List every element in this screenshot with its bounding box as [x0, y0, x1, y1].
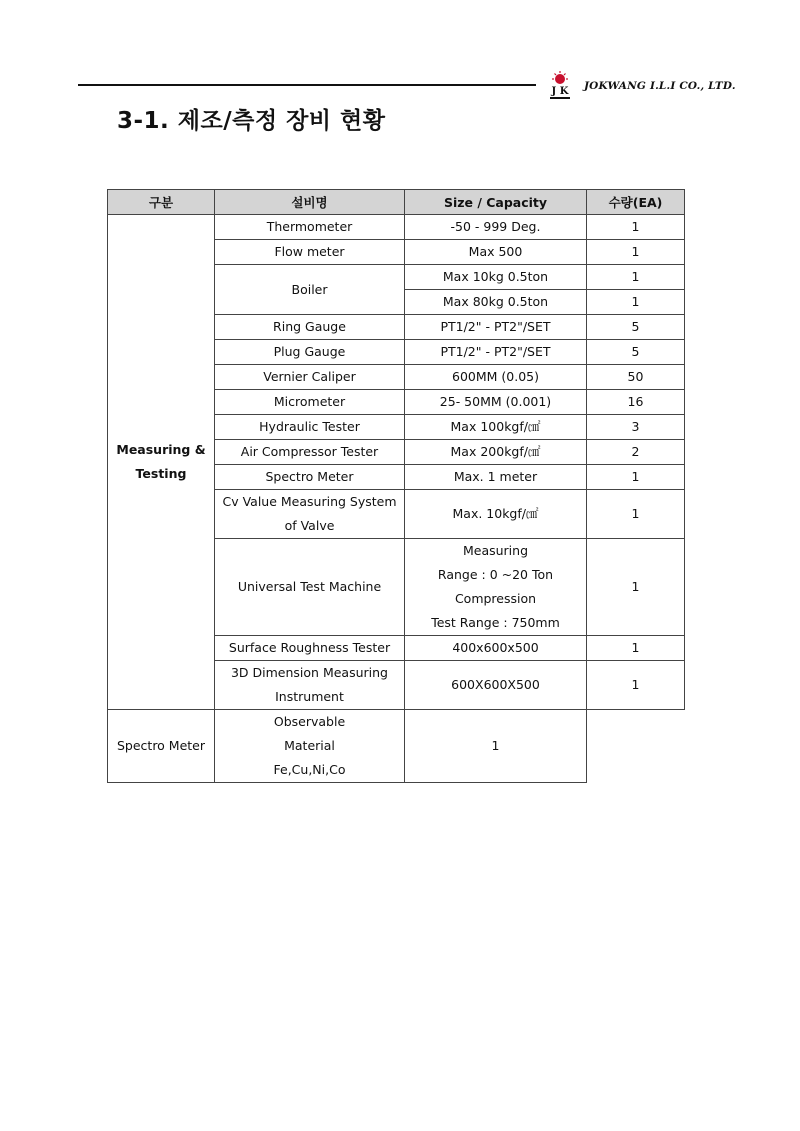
equipment-table	[107, 189, 685, 783]
size-capacity: Max 200kgf/㎠	[405, 440, 587, 465]
equipment-name: Flow meter	[215, 240, 405, 265]
size-capacity: PT1/2" - PT2"/SET	[405, 315, 587, 340]
size-capacity: Max 500	[405, 240, 587, 265]
quantity: 1	[587, 636, 685, 661]
equipment-name: Micrometer	[215, 390, 405, 415]
page-title: 3-1. 제조/측정 장비 현황	[117, 108, 386, 134]
col-header-category: 구분	[108, 190, 215, 215]
size-capacity: 25- 50MM (0.001)	[405, 390, 587, 415]
size-line: Observable	[273, 714, 346, 729]
equipment-name: Boiler	[215, 265, 405, 315]
equipment-name-line: Cv Value Measuring System	[222, 494, 397, 509]
col-header-equipment: 설비명	[215, 190, 405, 215]
company-name: JOKWANG I.L.I CO., LTD.	[584, 80, 736, 92]
equipment-name: Plug Gauge	[215, 340, 405, 365]
size-capacity	[215, 710, 405, 783]
size-line: Fe,Cu,Ni,Co	[273, 762, 346, 777]
size-capacity: 600MM (0.05)	[405, 365, 587, 390]
quantity: 5	[587, 340, 685, 365]
quantity: 1	[587, 661, 685, 710]
col-header-size: Size / Capacity	[405, 190, 587, 215]
category-line: Measuring &	[116, 442, 206, 457]
quantity: 1	[587, 265, 685, 290]
equipment-name: Surface Roughness Tester	[215, 636, 405, 661]
size-line: Measuring	[462, 543, 529, 558]
quantity: 1	[587, 290, 685, 315]
size-line: Material	[284, 738, 335, 753]
equipment-name: Vernier Caliper	[215, 365, 405, 390]
equipment-name	[215, 490, 405, 539]
equipment-name-line: 3D Dimension Measuring	[230, 665, 388, 680]
category-line: Testing	[135, 466, 187, 481]
table-header-row	[108, 190, 685, 215]
size-capacity: Max 100kgf/㎠	[405, 415, 587, 440]
category-cell	[108, 215, 215, 710]
table-row	[108, 215, 685, 240]
quantity: 50	[587, 365, 685, 390]
size-capacity: PT1/2" - PT2"/SET	[405, 340, 587, 365]
quantity: 3	[587, 415, 685, 440]
equipment-name: Hydraulic Tester	[215, 415, 405, 440]
equipment-name: Ring Gauge	[215, 315, 405, 340]
size-line: Test Range : 750mm	[431, 615, 560, 630]
company-logo	[542, 70, 578, 102]
size-line: Range : 0 ~20 Ton	[437, 567, 554, 582]
quantity: 1	[587, 215, 685, 240]
equipment-name: Thermometer	[215, 215, 405, 240]
quantity: 2	[587, 440, 685, 465]
size-capacity: 400x600x500	[405, 636, 587, 661]
equipment-name: Universal Test Machine	[215, 539, 405, 636]
equipment-name-line: of Valve	[284, 518, 335, 533]
quantity: 1	[405, 710, 587, 783]
col-header-qty: 수량(EA)	[587, 190, 685, 215]
quantity: 1	[587, 240, 685, 265]
size-capacity: 600X600X500	[405, 661, 587, 710]
logo-text: J K	[551, 86, 569, 97]
size-capacity: -50 - 999 Deg.	[405, 215, 587, 240]
quantity: 5	[587, 315, 685, 340]
equipment-name: Spectro Meter	[108, 710, 215, 783]
quantity: 1	[587, 490, 685, 539]
equipment-name: Spectro Meter	[215, 465, 405, 490]
equipment-name-line: Instrument	[275, 689, 344, 704]
size-capacity	[405, 539, 587, 636]
equipment-name	[215, 661, 405, 710]
size-line: Compression	[454, 591, 537, 606]
size-capacity: Max. 10kgf/㎠	[405, 490, 587, 539]
size-capacity: Max 10kg 0.5ton	[405, 265, 587, 290]
equipment-name: Air Compressor Tester	[215, 440, 405, 465]
size-capacity: Max 80kg 0.5ton	[405, 290, 587, 315]
quantity: 1	[587, 539, 685, 636]
quantity: 1	[587, 465, 685, 490]
size-capacity: Max. 1 meter	[405, 465, 587, 490]
quantity: 16	[587, 390, 685, 415]
header-rule	[78, 84, 536, 86]
